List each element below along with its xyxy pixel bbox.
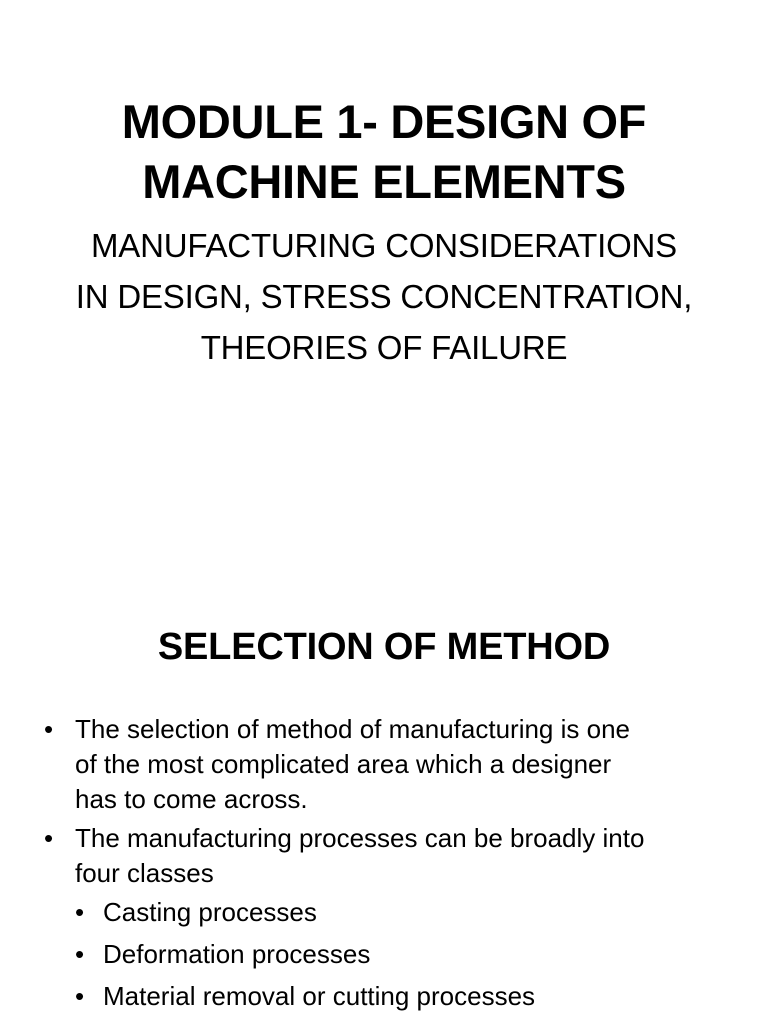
sub-bullet-text: Deformation processes	[103, 939, 371, 969]
slide-title-section	[0, 92, 768, 373]
bullet-icon: •	[44, 823, 54, 853]
bullet-list	[44, 712, 744, 1021]
section-heading: SELECTION OF METHOD	[157, 626, 611, 668]
sub-list-item	[75, 979, 744, 1014]
title-line-1: MODULE 1- DESIGN OF	[121, 95, 647, 148]
list-item	[44, 821, 744, 1014]
bullet-icon: •	[75, 981, 85, 1011]
bullet-text-line: The selection of method of manufacturing is one	[75, 714, 630, 744]
sub-list-item	[75, 895, 744, 930]
slide-subtitle	[0, 220, 768, 373]
sub-bullet-text: Material removal or cutting processes	[103, 981, 536, 1011]
bullet-text-line: of the most complicated area which a designer	[75, 749, 612, 779]
bullet-text-line: The manufacturing processes can be broadly into	[75, 823, 645, 853]
subtitle-line-2: IN DESIGN, STRESS CONCENTRATION,	[75, 278, 693, 315]
subtitle-line-3: THEORIES OF FAILURE	[200, 329, 568, 366]
sub-list-item	[75, 937, 744, 972]
slide-title	[0, 92, 768, 212]
bullet-icon: •	[75, 897, 85, 927]
bullet-text-line: four classes	[75, 858, 214, 888]
title-line-2: MACHINE ELEMENTS	[142, 155, 626, 208]
bullet-icon: •	[44, 714, 54, 744]
subtitle-line-1: MANUFACTURING CONSIDERATIONS	[91, 227, 677, 264]
sub-bullet-text: Casting processes	[103, 897, 317, 927]
list-item	[44, 712, 744, 817]
sub-bullet-list	[75, 895, 744, 1014]
bullet-icon: •	[75, 939, 85, 969]
bullet-text-line: has to come across.	[75, 784, 308, 814]
